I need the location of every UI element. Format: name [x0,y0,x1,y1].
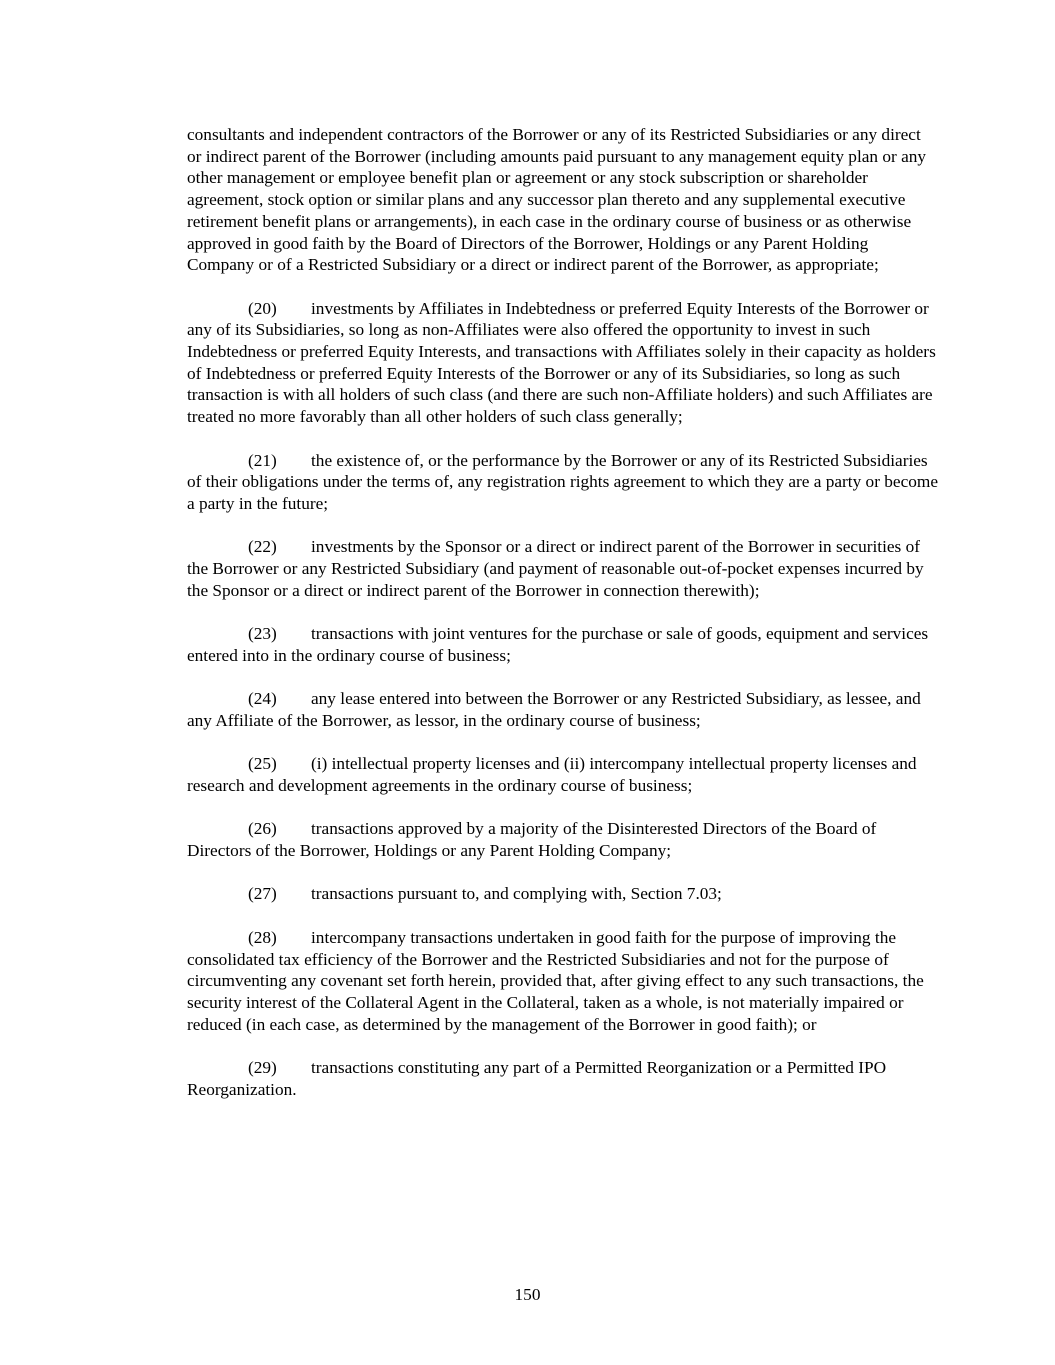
list-item-25 [187,753,939,796]
document-body [187,124,939,1122]
continuation-paragraph: consultants and independent contractors of the Borrower or any of its Restricted Subsidiaries or any direct or indirect parent of the Borrower (including amounts paid pursuant to any management equity plan or any other management or employee benefit plan or agreement or any stock subscription or shareholder agreement, stock option or similar plans and any successor plan thereto and any supplemental executive retirement benefit plans or arrangements), in each case in the ordinary course of business or as otherwise approved in good faith by the Board of Directors of the Borrower, Holdings or any Parent Holding Company or of a Restricted Subsidiary or a direct or indirect parent of the Borrower, as appropriate; [187,125,927,275]
item-number: (22) [248,537,277,557]
list-item-27 [187,883,939,905]
list-item-22 [187,536,939,601]
list-item-20 [187,298,939,428]
item-number: (25) [248,754,277,774]
item-text: investments by Affiliates in Indebtedness or preferred Equity Interests of the Borrower or any of its Subsidiaries, so long as non-Affiliates were also offered the opportunity to invest in such Indebtedness or preferred Equity Interests, and transactions with Affiliates solely in their capacity as holders of Indebtedness or preferred Equity Interests of the Borrower or any of its Subsidiaries, so long as such transaction is with all holders of such class (and there are such non-Affiliate holders) and such Affiliates are treated no more favorably than all other holders of such class generally; [187,298,936,427]
item-text: investments by the Sponsor or a direct or indirect parent of the Borrower in securities of the Borrower or any Restricted Subsidiary (and payment of reasonable out-of-pocket expenses incurred by the Sponsor or a direct or indirect parent of the Borrower in connection therewith); [187,537,924,600]
item-number: (23) [248,624,277,644]
item-number: (21) [248,450,277,470]
item-text: (i) intellectual property licenses and (ii) intercompany intellectual property licenses and research and development agreements in the ordinary course of business; [187,754,917,795]
item-number: (28) [248,927,277,947]
item-number: (27) [248,884,277,904]
item-text: transactions approved by a majority of the Disinterested Directors of the Board of Directors of the Borrower, Holdings or any Parent Holding Company; [187,819,877,861]
item-text: transactions constituting any part of a Permitted Reorganization or a Permitted IPO Reorganization. [187,1058,887,1099]
item-number: (26) [248,819,277,839]
list-item-29 [187,1057,939,1100]
page-number: 150 [514,1285,541,1304]
list-item-21 [187,450,939,515]
list-item-26 [187,818,939,861]
item-text: any lease entered into between the Borrower or any Restricted Subsidiary, as lessee, and any Affiliate of the Borrower, as lessor, in the ordinary course of business; [187,689,921,730]
list-item-24 [187,688,939,731]
item-text: intercompany transactions undertaken in good faith for the purpose of improving the consolidated tax efficiency of the Borrower and the Restricted Subsidiaries and not for the purpose of circumventing any covenant set forth herein, provided that, after giving effect to any such transactions, the security interest of the Collateral Agent in the Collateral, taken as a whole, is not materially impaired or reduced (in each case, as determined by the management of the Borrower in good faith); or [187,927,924,1034]
list-item-28 [187,927,939,1036]
item-number: (24) [248,689,277,709]
item-number: (29) [248,1058,277,1078]
item-text: transactions pursuant to, and complying with, Section 7.03; [311,884,722,904]
item-number: (20) [248,298,277,318]
list-item-23 [187,623,939,666]
item-text: transactions with joint ventures for the purchase or sale of goods, equipment and services entered into in the ordinary course of business; [187,624,929,665]
item-text: the existence of, or the performance by the Borrower or any of its Restricted Subsidiaries of their obligations under the terms of, any registration rights agreement to which they are a party or become a party in the future; [187,450,939,513]
